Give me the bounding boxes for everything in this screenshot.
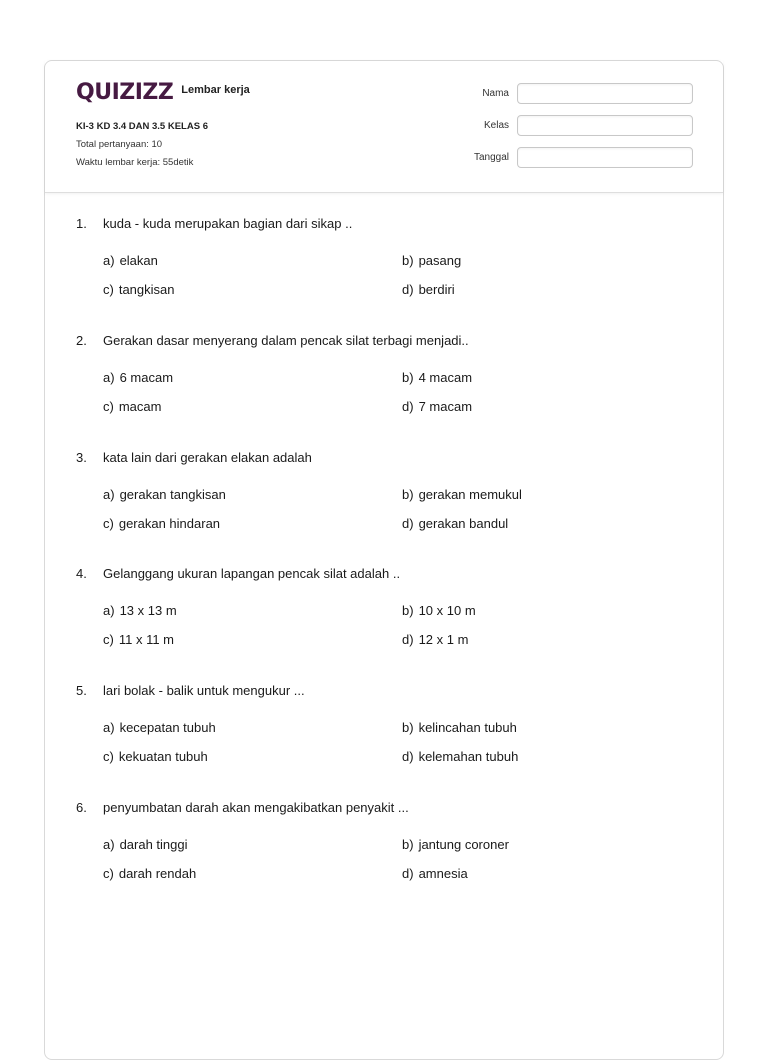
option-letter: a) bbox=[103, 603, 115, 618]
option-letter: a) bbox=[103, 487, 115, 502]
option-text: 7 macam bbox=[418, 399, 473, 414]
name-field[interactable] bbox=[517, 83, 693, 104]
option-text: kekuatan tubuh bbox=[118, 749, 208, 764]
option-letter: c) bbox=[103, 632, 114, 647]
total-questions: Total pertanyaan: 10 bbox=[76, 139, 163, 150]
question-number: 4. bbox=[76, 566, 87, 581]
worksheet-time: Waktu lembar kerja: 55detik bbox=[76, 157, 194, 168]
question-number: 3. bbox=[76, 450, 87, 465]
answer-option[interactable] bbox=[103, 720, 216, 735]
option-text: gerakan hindaran bbox=[118, 516, 221, 531]
answer-option[interactable] bbox=[103, 253, 158, 268]
quizizz-logo: QUIZIZZ bbox=[76, 80, 174, 105]
option-letter: b) bbox=[402, 253, 414, 268]
option-text: darah rendah bbox=[118, 866, 197, 881]
worksheet-title: KI-3 KD 3.4 DAN 3.5 KELAS 6 bbox=[76, 121, 208, 132]
question-number: 1. bbox=[76, 216, 87, 231]
option-letter: b) bbox=[402, 837, 414, 852]
option-text: amnesia bbox=[418, 866, 468, 881]
option-text: darah tinggi bbox=[119, 837, 188, 852]
answer-option[interactable] bbox=[103, 749, 208, 764]
option-text: tangkisan bbox=[118, 282, 175, 297]
answer-option[interactable] bbox=[402, 632, 468, 647]
option-text: berdiri bbox=[418, 282, 455, 297]
option-text: 12 x 1 m bbox=[418, 632, 469, 647]
option-text: 10 x 10 m bbox=[418, 603, 476, 618]
answer-option[interactable] bbox=[402, 866, 468, 881]
answer-option[interactable] bbox=[402, 720, 517, 735]
option-letter: b) bbox=[402, 720, 414, 735]
option-text: jantung coroner bbox=[418, 837, 509, 852]
question-text: penyumbatan darah akan mengakibatkan penyakit ... bbox=[103, 800, 409, 815]
option-text: 4 macam bbox=[418, 370, 473, 385]
option-letter: d) bbox=[402, 866, 414, 881]
option-letter: c) bbox=[103, 399, 114, 414]
answer-option[interactable] bbox=[402, 282, 455, 297]
question-text: Gelanggang ukuran lapangan pencak silat adalah .. bbox=[103, 566, 401, 581]
option-text: gerakan memukul bbox=[418, 487, 522, 502]
date-field[interactable] bbox=[517, 147, 693, 168]
answer-option[interactable] bbox=[103, 487, 226, 502]
option-letter: b) bbox=[402, 487, 414, 502]
question-number: 6. bbox=[76, 800, 87, 815]
option-letter: d) bbox=[402, 282, 414, 297]
answer-option[interactable] bbox=[402, 487, 522, 502]
option-letter: c) bbox=[103, 516, 114, 531]
option-letter: d) bbox=[402, 632, 414, 647]
class-label: Kelas bbox=[483, 120, 509, 131]
answer-option[interactable] bbox=[103, 837, 188, 852]
answer-option[interactable] bbox=[402, 603, 476, 618]
question-text: kata lain dari gerakan elakan adalah bbox=[103, 450, 312, 465]
answer-option[interactable] bbox=[402, 253, 461, 268]
answer-option[interactable] bbox=[103, 370, 173, 385]
option-text: 13 x 13 m bbox=[119, 603, 177, 618]
option-letter: a) bbox=[103, 253, 115, 268]
option-text: elakan bbox=[119, 253, 158, 268]
answer-option[interactable] bbox=[402, 837, 509, 852]
question-number: 5. bbox=[76, 683, 87, 698]
option-letter: d) bbox=[402, 399, 414, 414]
worksheet-card bbox=[44, 60, 724, 1060]
option-letter: b) bbox=[402, 603, 414, 618]
question-number: 2. bbox=[76, 333, 87, 348]
answer-option[interactable] bbox=[402, 370, 472, 385]
option-letter: d) bbox=[402, 749, 414, 764]
option-letter: d) bbox=[402, 516, 414, 531]
option-text: gerakan tangkisan bbox=[119, 487, 226, 502]
question-text: kuda - kuda merupakan bagian dari sikap .. bbox=[103, 216, 353, 231]
class-field[interactable] bbox=[517, 115, 693, 136]
option-text: pasang bbox=[418, 253, 462, 268]
option-letter: b) bbox=[402, 370, 414, 385]
question-text: Gerakan dasar menyerang dalam pencak silat terbagi menjadi.. bbox=[103, 333, 469, 348]
option-text: macam bbox=[118, 399, 162, 414]
date-label: Tanggal bbox=[473, 152, 509, 163]
worksheet-label: Lembar kerja bbox=[181, 84, 250, 96]
option-letter: a) bbox=[103, 837, 115, 852]
option-letter: a) bbox=[103, 370, 115, 385]
answer-option[interactable] bbox=[103, 632, 174, 647]
option-letter: a) bbox=[103, 720, 115, 735]
option-text: gerakan bandul bbox=[418, 516, 509, 531]
option-letter: c) bbox=[103, 866, 114, 881]
option-text: 6 macam bbox=[119, 370, 174, 385]
brand-row bbox=[76, 81, 250, 105]
option-text: 11 x 11 m bbox=[118, 632, 174, 647]
answer-option[interactable] bbox=[103, 282, 175, 297]
option-text: kelemahan tubuh bbox=[418, 749, 519, 764]
answer-option[interactable] bbox=[402, 749, 518, 764]
answer-option[interactable] bbox=[402, 399, 472, 414]
name-label: Nama bbox=[482, 88, 509, 99]
option-letter: c) bbox=[103, 282, 114, 297]
option-text: kecepatan tubuh bbox=[119, 720, 216, 735]
option-text: kelincahan tubuh bbox=[418, 720, 517, 735]
answer-option[interactable] bbox=[103, 516, 220, 531]
answer-option[interactable] bbox=[402, 516, 508, 531]
question-text: lari bolak - balik untuk mengukur ... bbox=[103, 683, 305, 698]
option-letter: c) bbox=[103, 749, 114, 764]
answer-option[interactable] bbox=[103, 399, 161, 414]
answer-option[interactable] bbox=[103, 603, 177, 618]
worksheet-header bbox=[45, 61, 723, 193]
answer-option[interactable] bbox=[103, 866, 196, 881]
